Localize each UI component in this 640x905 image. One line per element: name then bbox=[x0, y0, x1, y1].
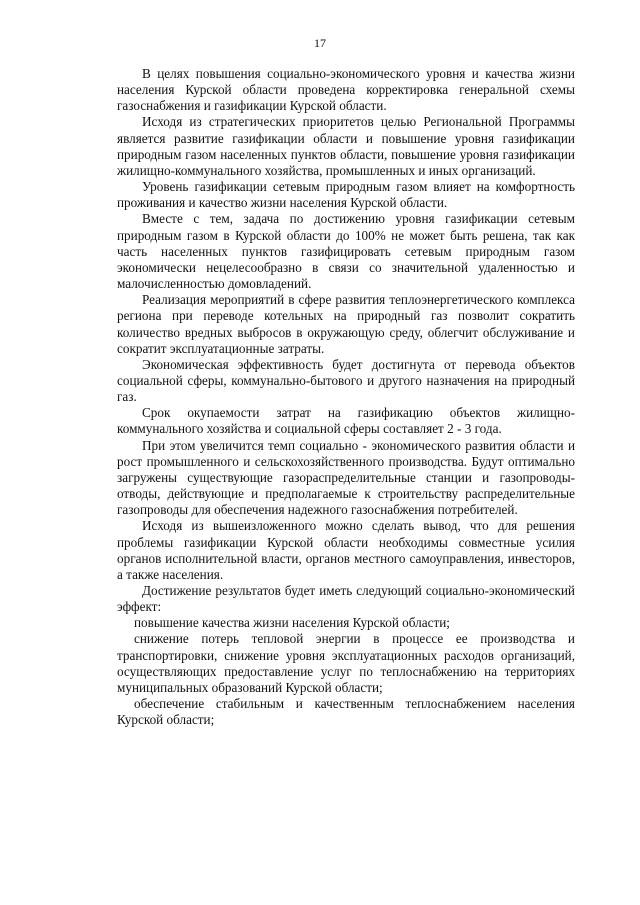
effect-item: снижение потерь тепловой энергии в процессе ее производства и транспортировки, снижение уровня эксплуатационных расходов организаций, осуществляющих предоставление услуг по теплоснабжению на территориях муниципальных образований Курской области; bbox=[117, 631, 575, 695]
effect-item: повышение качества жизни населения Курской области; bbox=[134, 615, 450, 631]
effect-item: обеспечение стабильным и качественным теплоснабжением населения Курской области; bbox=[117, 696, 575, 728]
page-number: 17 bbox=[314, 36, 326, 50]
paragraph-development-growth: При этом увеличится темп социально - экономического развития области и рост промышленного и сельскохозяйственного производства. Будут оптимально загружены существующие газораспределительные станции и газопроводы-отводы, действующие и предполагаемые к строительству распределительные газопроводы для обеспечения надежного газоснабжения потребителей. bbox=[117, 437, 575, 518]
paragraph-payback-period: Срок окупаемости затрат на газификацию объектов жилищно-коммунального хозяйства и социальной сферы составляет 2 - 3 года. bbox=[117, 405, 575, 437]
paragraph-full-coverage-task: Вместе с тем, задача по достижению уровня газификации сетевым природным газом в Курской области до 100% не может быть решена, так как часть населенных пунктов газифицировать сетевым природным газом экономически нецелесообразно в связи со значительной удаленностью и малочисленностью домовладений. bbox=[117, 211, 575, 292]
paragraph-conclusion: Исходя из вышеизложенного можно сделать вывод, что для решения проблемы газификации Курской области необходимы совместные усилия органов исполнительной власти, органов местного самоуправления, инвесторов, а также населения. bbox=[117, 518, 575, 582]
paragraph-expected-effect: Достижение результатов будет иметь следующий социально-экономический эффект: bbox=[117, 583, 575, 615]
paragraph-goal: В целях повышения социально-экономического уровня и качества жизни населения Курской области проведена корректировка генеральной схемы газоснабжения и газификации Курской области. bbox=[117, 66, 575, 114]
paragraph-program-priorities: Исходя из стратегических приоритетов целью Региональной Программы является развитие газификации области и повышение уровня газификации природным газом населенных пунктов области, повышение уровня газификации жилищно-коммунального хозяйства, промышленных и иных организаций. bbox=[117, 114, 575, 178]
body-text bbox=[117, 66, 575, 728]
paragraph-gasification-level: Уровень газификации сетевым природным газом влияет на комфортность проживания и качество жизни населения Курской области. bbox=[117, 179, 575, 211]
paragraph-economic-efficiency: Экономическая эффективность будет достигнута от перевода объектов социальной сферы, коммунально-бытового и другого назначения на природный газ. bbox=[117, 356, 575, 405]
paragraph-boiler-conversion: Реализация мероприятий в сфере развития теплоэнергетического комплекса региона при переводе котельных на природный газ позволит сократить количество вредных выбросов в окружающую среду, облегчит обслуживание и сократит эксплуатационные затраты. bbox=[117, 292, 575, 356]
